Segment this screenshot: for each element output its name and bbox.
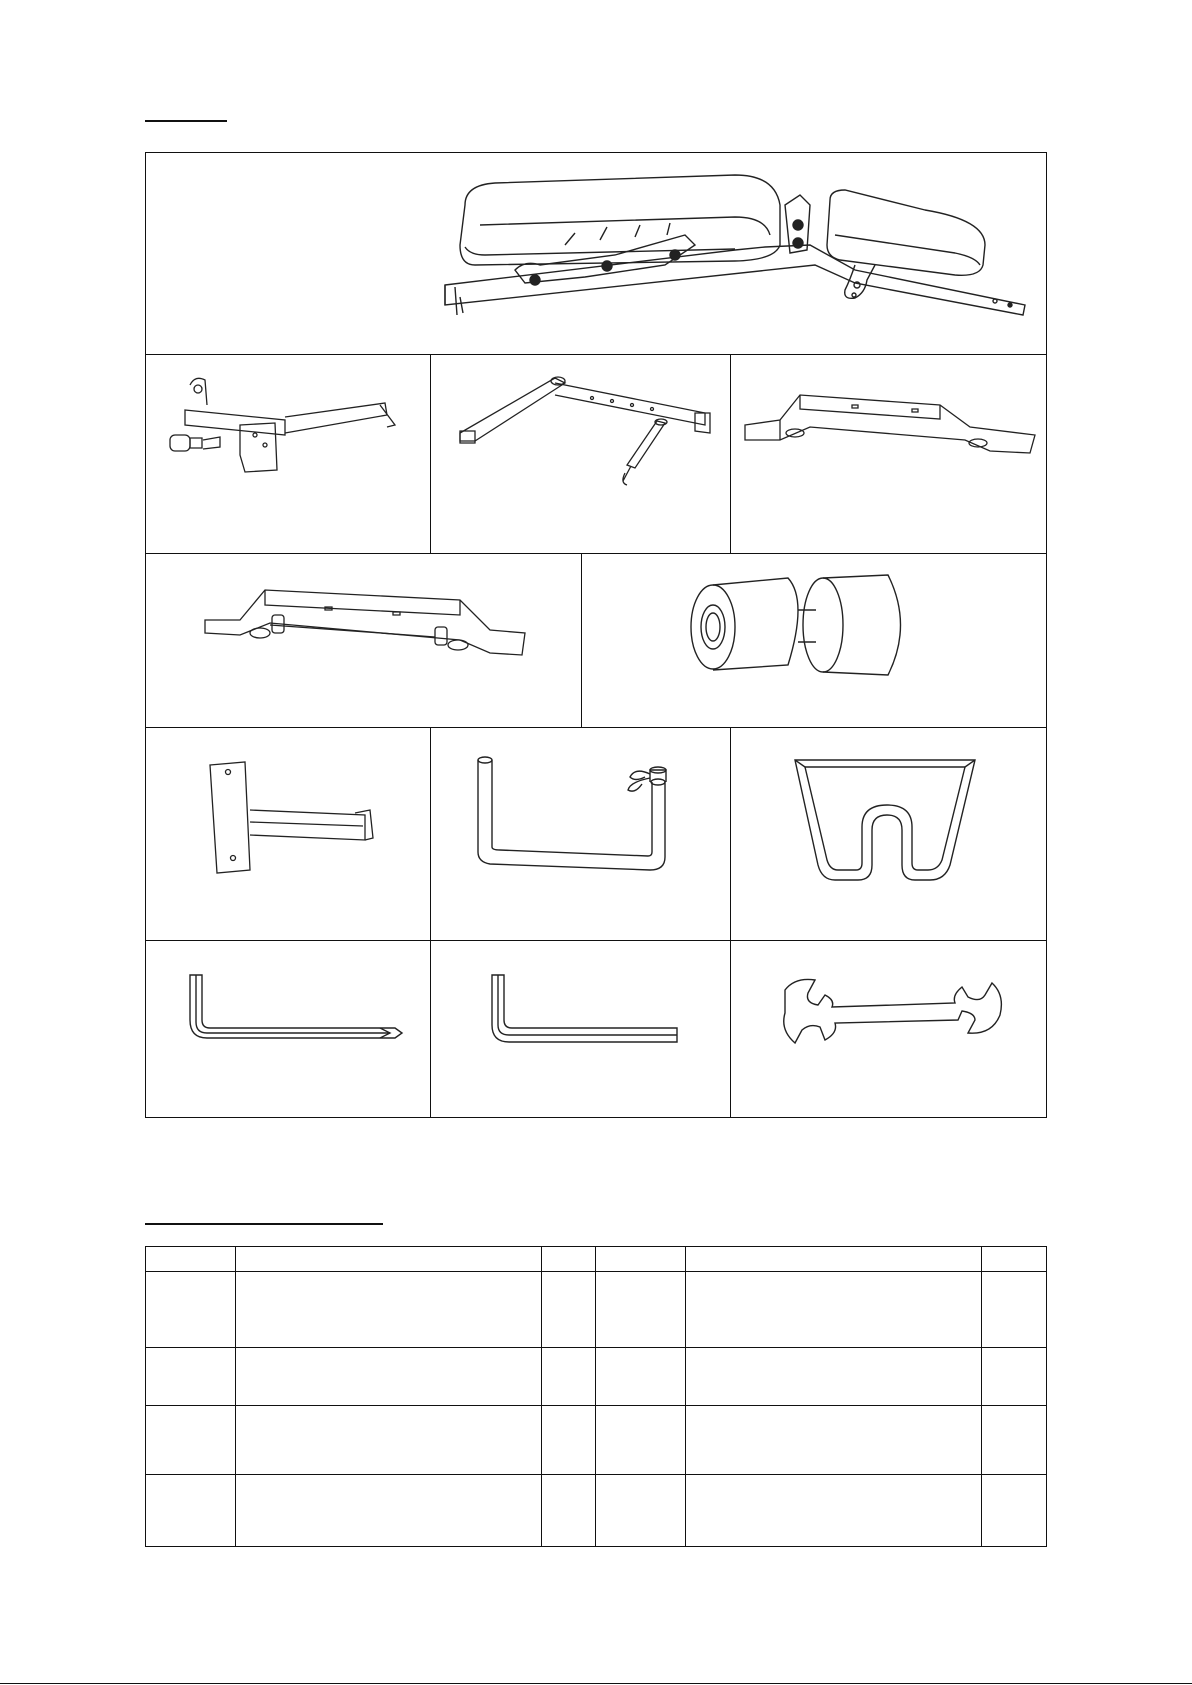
- table-cell: [982, 1348, 1047, 1406]
- panel-divider: [581, 553, 582, 727]
- allen-key-screwdriver-drawing: [185, 970, 405, 1050]
- table-cell: [542, 1475, 596, 1547]
- table-cell: [596, 1272, 686, 1348]
- panel-divider: [730, 354, 731, 553]
- table-cell: [146, 1272, 236, 1348]
- table-header-row: [146, 1247, 1047, 1272]
- front-stabilizer-drawing: [740, 385, 1035, 460]
- table-row: [146, 1348, 1047, 1406]
- rear-stabilizer-drawing: [200, 585, 530, 665]
- table-header-cell: [596, 1247, 686, 1272]
- table-row: [146, 1406, 1047, 1475]
- foam-rollers-drawing: [688, 570, 933, 680]
- table-cell: [982, 1475, 1047, 1547]
- table-cell: [596, 1348, 686, 1406]
- table-cell: [596, 1406, 686, 1475]
- panel-divider: [430, 727, 431, 1118]
- table-cell: [982, 1406, 1047, 1475]
- table-header-cell: [542, 1247, 596, 1272]
- table-cell: [982, 1272, 1047, 1348]
- table-cell: [596, 1475, 686, 1547]
- bench-assembly-drawing: [435, 165, 1035, 335]
- table-cell: [236, 1475, 542, 1547]
- hardware-table: [145, 1246, 1047, 1547]
- table-cell: [542, 1272, 596, 1348]
- table-cell: [236, 1272, 542, 1348]
- panel-divider: [145, 354, 1047, 355]
- table-row: [146, 1272, 1047, 1348]
- page-bottom-rule: [0, 1683, 1192, 1684]
- hardware-heading: [145, 1223, 383, 1225]
- table-cell: [236, 1348, 542, 1406]
- leg-holder-tube-drawing: [470, 752, 690, 882]
- panel-divider: [430, 354, 431, 553]
- table-cell: [542, 1406, 596, 1475]
- parts-heading: [145, 120, 227, 122]
- table-header-cell: [982, 1247, 1047, 1272]
- panel-divider: [145, 553, 1047, 554]
- table-header-cell: [236, 1247, 542, 1272]
- table-cell: [146, 1406, 236, 1475]
- foot-pad-drawing: [790, 755, 985, 885]
- panel-divider: [145, 727, 1047, 728]
- table-header-cell: [146, 1247, 236, 1272]
- table-cell: [686, 1406, 982, 1475]
- main-frame-drawing: [455, 373, 715, 493]
- panel-divider: [145, 940, 1047, 941]
- allen-key-drawing: [487, 970, 682, 1050]
- wall-mount-bracket-drawing: [205, 760, 385, 880]
- seat-frame-drawing: [165, 375, 410, 485]
- table-cell: [236, 1406, 542, 1475]
- table-cell: [542, 1348, 596, 1406]
- table-cell: [686, 1475, 982, 1547]
- table-cell: [146, 1475, 236, 1547]
- table-row: [146, 1475, 1047, 1547]
- panel-divider: [730, 727, 731, 1118]
- table-header-cell: [686, 1247, 982, 1272]
- open-end-wrench-drawing: [780, 975, 1005, 1045]
- table-cell: [686, 1272, 982, 1348]
- table-cell: [686, 1348, 982, 1406]
- table-cell: [146, 1348, 236, 1406]
